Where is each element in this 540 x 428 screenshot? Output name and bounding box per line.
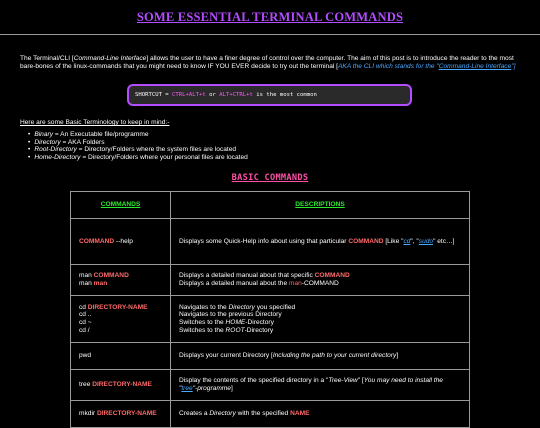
desc-text: Display the contents of the specified directory in a " bbox=[179, 377, 329, 385]
term-name: Root-Directory bbox=[34, 146, 77, 154]
command-cell bbox=[71, 370, 171, 401]
table-row bbox=[71, 401, 470, 428]
term-name: Binary bbox=[34, 131, 54, 138]
desc-text: ] bbox=[230, 385, 233, 392]
column-header-descriptions: DESCRIPTIONS bbox=[171, 192, 470, 219]
command-name: COMMAND bbox=[93, 272, 129, 280]
description-cell bbox=[171, 370, 470, 401]
command-name: cd .. bbox=[79, 311, 92, 319]
description-cell bbox=[171, 401, 470, 428]
shortcut-note: is the most common bbox=[252, 92, 317, 98]
term-desc: = Directory/Folders where the system files are located bbox=[76, 146, 237, 154]
command-cell bbox=[71, 401, 171, 428]
sudo-link[interactable]: sudo bbox=[418, 237, 434, 245]
table-row bbox=[71, 296, 470, 343]
desc-italic: HOME bbox=[225, 319, 246, 326]
command-prefix: cd bbox=[79, 303, 88, 311]
desc-text: ", " bbox=[410, 237, 419, 245]
title-divider bbox=[0, 34, 540, 35]
description-cell bbox=[171, 343, 470, 370]
desc-text: " [ bbox=[357, 377, 364, 385]
desc-text: -COMMAND bbox=[301, 280, 339, 287]
command-name: cd ~ bbox=[79, 319, 92, 326]
command-cell bbox=[71, 219, 171, 265]
intro-paragraph bbox=[20, 55, 520, 72]
desc-text: Displays your current Directory [ bbox=[179, 352, 273, 360]
intro-text: ] allows the user to have a finer degree of control over the computer. The aim of this post is to introduce the reader to the most bare-bones of the linux-commands that you might need to know IF YOU EVER decide to try out the terminal [ bbox=[20, 55, 514, 71]
page-title: SOME ESSENTIAL TERMINAL COMMANDS bbox=[136, 10, 404, 24]
desc-text: Navigates to the previous Directory bbox=[179, 311, 282, 319]
cli-link[interactable]: Command-Line Interface bbox=[438, 63, 512, 71]
desc-italic: You may need to install the " bbox=[179, 377, 443, 392]
command-prefix: man bbox=[79, 280, 94, 287]
desc-italic: Including the path to your current directory bbox=[272, 352, 397, 360]
desc-text: with the specified bbox=[235, 410, 291, 418]
desc-italic: Directory bbox=[228, 303, 255, 311]
desc-text: -Directory bbox=[245, 319, 274, 326]
command-cell bbox=[71, 296, 171, 343]
intro-cli-term: Command-Line Interface bbox=[73, 55, 147, 62]
term-name: Directory bbox=[34, 138, 61, 146]
term-desc: = An Executable file/programme bbox=[53, 131, 149, 138]
term-desc: = Directory/Folders where your personal files are located bbox=[80, 153, 248, 161]
desc-text: Displays a detailed manual about the bbox=[179, 280, 289, 287]
intro-aka: AKA the CLI which stands for the " bbox=[338, 63, 439, 71]
desc-text: Displays some Quick-Help info about using that particular bbox=[179, 237, 349, 245]
command-prefix: mkdir bbox=[79, 410, 97, 418]
command-name: pwd bbox=[79, 352, 92, 360]
terminology-list bbox=[28, 131, 248, 161]
command-name: DIRECTORY-NAME bbox=[92, 381, 152, 389]
term-desc: = AKA Folders bbox=[60, 138, 105, 146]
term-name: Home-Directory bbox=[34, 153, 81, 161]
command-name: COMMAND bbox=[79, 237, 115, 245]
intro-end: "] bbox=[511, 63, 516, 71]
command-name: DIRECTORY-NAME bbox=[87, 303, 148, 311]
desc-text: Creates a bbox=[179, 410, 210, 418]
shortcut-key-2: ALT+CTRL+t bbox=[219, 92, 253, 98]
desc-text: Switches to the bbox=[179, 326, 226, 334]
table-header-row bbox=[71, 192, 470, 219]
shortcut-box bbox=[127, 84, 412, 106]
table-row bbox=[71, 370, 470, 401]
cd-link[interactable]: cd bbox=[403, 237, 411, 245]
shortcut-or: or bbox=[205, 92, 220, 98]
desc-highlight: COMMAND bbox=[348, 237, 384, 245]
desc-italic: "-programme bbox=[192, 385, 231, 392]
table-row bbox=[71, 219, 470, 265]
table-row bbox=[71, 343, 470, 370]
command-flag: --help bbox=[114, 237, 133, 245]
command-name: man bbox=[93, 280, 108, 287]
table-row bbox=[71, 265, 470, 296]
desc-italic: Directory bbox=[209, 410, 236, 418]
command-prefix: tree bbox=[79, 381, 93, 389]
desc-highlight: man bbox=[288, 280, 302, 287]
commands-table bbox=[70, 191, 470, 428]
desc-text: ] bbox=[396, 352, 399, 360]
desc-text: " etc…] bbox=[433, 237, 455, 245]
description-cell bbox=[171, 265, 470, 296]
shortcut-key-1: CTRL+ALT+t bbox=[172, 92, 206, 98]
desc-italic: Tree-View bbox=[328, 377, 358, 385]
tree-link[interactable]: tree bbox=[181, 385, 193, 392]
command-name: DIRECTORY-NAME bbox=[96, 410, 157, 418]
desc-text: you specified bbox=[254, 303, 296, 311]
description-cell bbox=[171, 296, 470, 343]
desc-text: Switches to the bbox=[179, 319, 226, 326]
description-cell bbox=[171, 219, 470, 265]
column-header-commands: COMMANDS bbox=[71, 192, 171, 219]
terminology-heading: Here are some Basic Terminology to keep in mind:- bbox=[20, 119, 170, 126]
shortcut-label: SHORTCUT = bbox=[135, 92, 173, 98]
desc-text: -Directory bbox=[244, 326, 274, 334]
basic-commands-heading: BASIC COMMANDS bbox=[231, 173, 309, 183]
desc-highlight: NAME bbox=[290, 410, 310, 418]
command-name: cd / bbox=[79, 326, 90, 334]
list-item bbox=[28, 154, 248, 162]
command-cell bbox=[71, 265, 171, 296]
list-item bbox=[28, 139, 248, 147]
desc-highlight: COMMAND bbox=[314, 272, 350, 280]
command-cell bbox=[71, 343, 171, 370]
desc-text: Navigates to the bbox=[179, 303, 229, 311]
list-item bbox=[28, 131, 248, 139]
desc-italic: ROOT bbox=[225, 326, 245, 334]
intro-text: The Terminal/CLI [ bbox=[20, 55, 74, 62]
desc-text: [Like " bbox=[383, 237, 404, 245]
command-prefix: man bbox=[79, 272, 94, 280]
desc-text: Displays a detailed manual about that specific bbox=[179, 272, 315, 280]
list-item bbox=[28, 146, 248, 154]
